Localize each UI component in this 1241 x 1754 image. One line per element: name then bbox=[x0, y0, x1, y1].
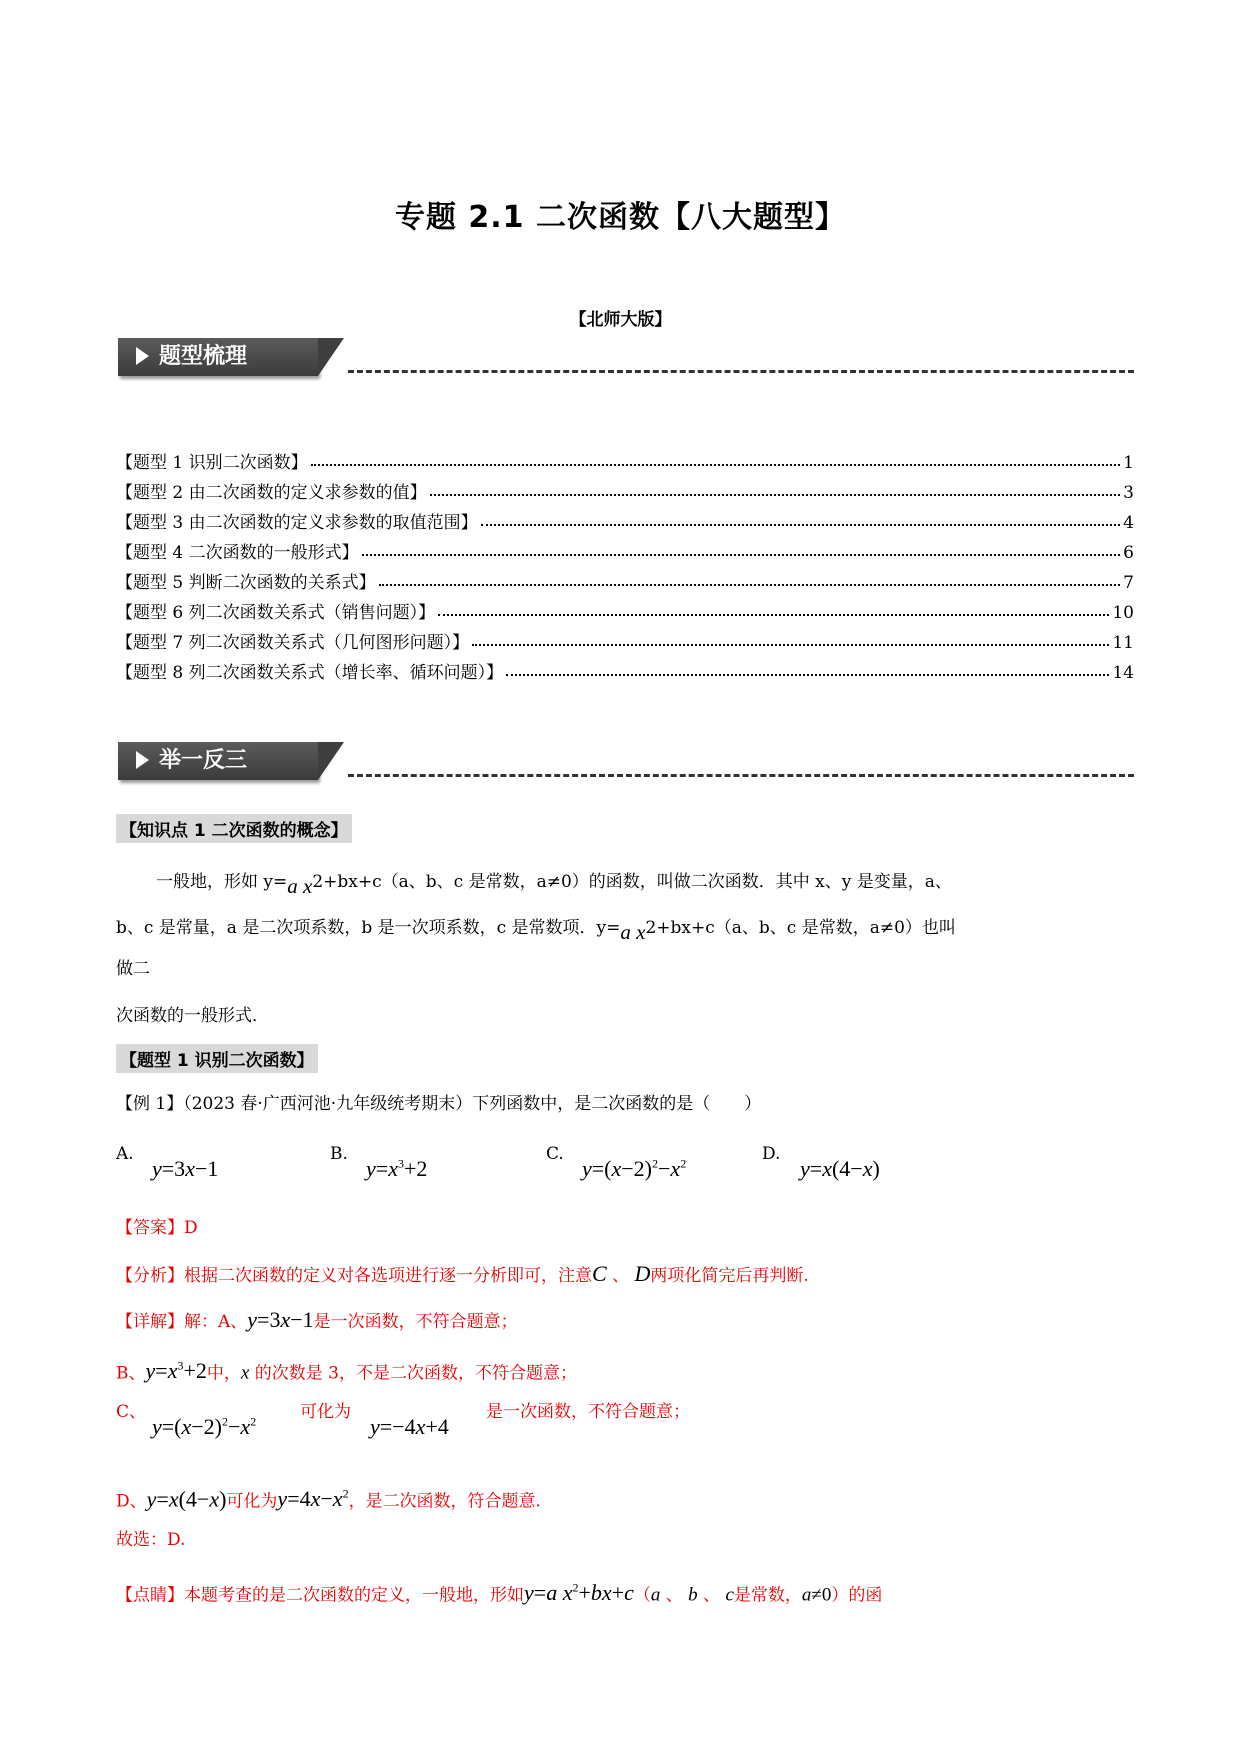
toc-entry[interactable] bbox=[116, 473, 1134, 503]
toc-leader-dots bbox=[472, 644, 1109, 646]
toc-entry-label: 【题型 4 二次函数的一般形式】 bbox=[116, 543, 359, 563]
toc-leader-dots bbox=[506, 674, 1109, 676]
banner-divider bbox=[348, 774, 1134, 777]
toc-entry-label: 【题型 6 列二次函数关系式（销售问题）】 bbox=[116, 603, 436, 623]
toc-entry[interactable] bbox=[116, 533, 1134, 563]
detail-line-d: D、y=x(4−x)可化为$y=4x-x^2$，是二次函数，符合题意. bbox=[116, 1486, 541, 1512]
option-a-formula: y=3x−1 bbox=[152, 1156, 219, 1181]
banner-divider bbox=[348, 370, 1134, 373]
toc-leader-dots bbox=[311, 464, 1121, 466]
toc-entry-label: 【题型 7 列二次函数关系式（几何图形问题）】 bbox=[116, 633, 470, 653]
option-b-label: B. bbox=[330, 1144, 348, 1164]
detail-line-c-text: 可化为 bbox=[300, 1402, 351, 1422]
toc-entry-label: 【题型 1 识别二次函数】 bbox=[116, 453, 308, 473]
toc-entry-page: 4 bbox=[1123, 513, 1134, 533]
page-title: 专题 2.1 二次函数【八大题型】 bbox=[394, 200, 847, 235]
section-banner-examples: 举一反三 bbox=[118, 742, 1134, 784]
example-1-question: 【例 1】（2023 春·广西河池·九年级统考期末）下列函数中，是二次函数的是（ ） bbox=[116, 1094, 762, 1114]
type1-heading: 【题型 1 识别二次函数】 bbox=[116, 1044, 318, 1073]
edition-label: 【北师大版】 bbox=[569, 310, 672, 330]
toc-entry[interactable] bbox=[116, 563, 1134, 593]
toc-entry-label: 【题型 3 由二次函数的定义求参数的取值范围】 bbox=[116, 513, 478, 533]
toc-leader-dots bbox=[481, 524, 1121, 526]
detail-line-a: 【详解】解：A、y=3x−1是一次函数，不符合题意； bbox=[116, 1307, 518, 1332]
toc-entry[interactable] bbox=[116, 593, 1134, 623]
play-icon bbox=[136, 751, 149, 769]
toc-leader-dots bbox=[379, 584, 1121, 586]
toc-entry-label: 【题型 8 列二次函数关系式（增长率、循环问题）】 bbox=[116, 663, 504, 683]
knowledge-heading: 【知识点 1 二次函数的概念】 bbox=[116, 814, 352, 843]
toc-entry[interactable] bbox=[116, 653, 1134, 683]
detail-line-c-formula: $y=(x-2)^2-x^2$ bbox=[152, 1414, 257, 1439]
analysis-line: 【分析】根据二次函数的定义对各选项进行逐一分析即可，注意C 、 D两项化简完后再判断. bbox=[116, 1261, 809, 1286]
answer-line: 【答案】D bbox=[116, 1218, 198, 1238]
toc-entry-page: 14 bbox=[1112, 663, 1134, 683]
knowledge-line-2: b、c 是常量，a 是二次项系数，b 是一次项系数，c 是常数项．y=a x2+bx+c（a、b、c 是常数，a≠0）也叫 bbox=[116, 918, 956, 944]
knowledge-line-1: 一般地，形如 y=a x2+bx+c（a、b、c 是常数，a≠0）的函数，叫做二次函数．其中 x、y 是变量，a、 bbox=[156, 872, 952, 898]
toc-entry-page: 6 bbox=[1123, 543, 1134, 563]
toc-entry-label: 【题型 2 由二次函数的定义求参数的值】 bbox=[116, 483, 427, 503]
detail-line-c-result: y=−4x+4 bbox=[370, 1414, 449, 1439]
option-d-label: D. bbox=[762, 1144, 781, 1164]
toc-leader-dots bbox=[430, 494, 1121, 496]
option-a-label: A. bbox=[116, 1144, 134, 1164]
option-c-label: C. bbox=[546, 1144, 564, 1164]
play-icon bbox=[136, 347, 149, 365]
section-banner-question-types: 题型梳理 bbox=[118, 338, 1134, 380]
detail-line-c-conclusion: 是一次函数，不符合题意； bbox=[486, 1402, 690, 1422]
toc-entry-page: 7 bbox=[1123, 573, 1134, 593]
option-c-formula: $y=(x-2)^2-x^2$ bbox=[582, 1156, 687, 1181]
option-d-formula: y=x(4−x) bbox=[800, 1156, 880, 1181]
toc-leader-dots bbox=[362, 554, 1121, 556]
knowledge-line-4: 次函数的一般形式． bbox=[116, 1006, 269, 1026]
detail-line-c-label: C、 bbox=[116, 1402, 147, 1422]
toc-entry[interactable] bbox=[116, 443, 1134, 473]
detail-line-b: B、$y=x^3+2$中，x 的次数是 3，不是二次函数，不符合题意； bbox=[116, 1358, 577, 1384]
toc-entry-page: 10 bbox=[1112, 603, 1134, 623]
toc-entry-page: 1 bbox=[1123, 453, 1134, 473]
toc-entry[interactable] bbox=[116, 503, 1134, 533]
toc-entry-page: 11 bbox=[1112, 633, 1134, 653]
table-of-contents bbox=[116, 443, 1134, 683]
option-b-formula: $y=x^3+2$ bbox=[366, 1156, 428, 1181]
choose-line: 故选：D. bbox=[116, 1530, 186, 1550]
comment-line: 【点睛】本题考查的是二次函数的定义，一般地，形如y=a $x^2+bx+c(a$ 、 b 、 c是常数，a≠0）的函 bbox=[116, 1580, 883, 1606]
toc-leader-dots bbox=[438, 614, 1109, 616]
knowledge-line-3: 做二 bbox=[116, 959, 150, 979]
toc-entry-label: 【题型 5 判断二次函数的关系式】 bbox=[116, 573, 376, 593]
toc-entry[interactable] bbox=[116, 623, 1134, 653]
toc-entry-page: 3 bbox=[1123, 483, 1134, 503]
